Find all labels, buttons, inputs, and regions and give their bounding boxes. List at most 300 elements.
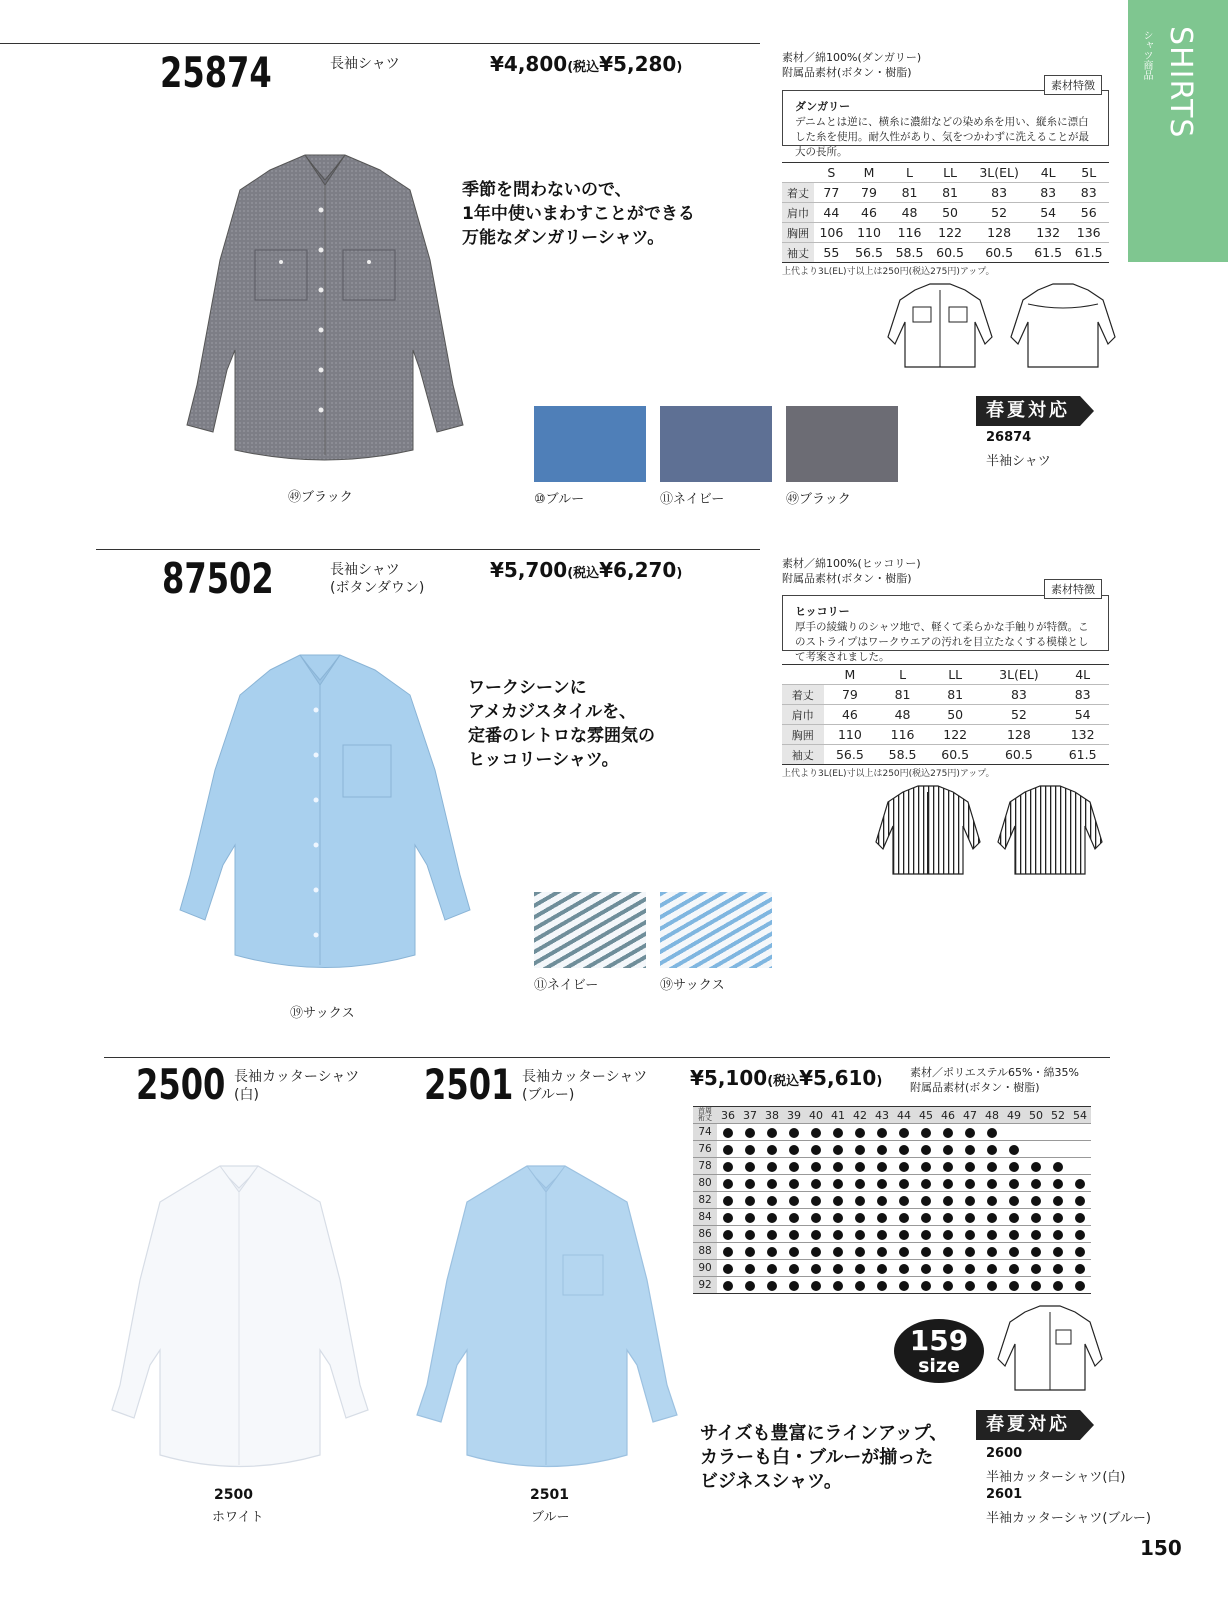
available-dot [789, 1145, 799, 1155]
available-dot [855, 1179, 865, 1189]
available-dot [943, 1230, 953, 1240]
availability-cell [761, 1124, 783, 1141]
material-feature-tag: 素材特徴 [1044, 75, 1102, 95]
available-dot [987, 1230, 997, 1240]
availability-cell [739, 1192, 761, 1209]
size-row [782, 243, 1109, 263]
available-dot [855, 1162, 865, 1172]
available-dot [921, 1145, 931, 1155]
spring-summer-badge: 春夏対応 [976, 396, 1080, 426]
section-divider [0, 43, 760, 44]
size-note: 上代より3L(EL)寸以上は250円(税込275円)アップ。 [782, 769, 995, 779]
available-dot [767, 1179, 777, 1189]
availability-cell [937, 1158, 959, 1175]
size-cell: 79 [849, 183, 890, 203]
availability-cell [761, 1226, 783, 1243]
available-dot [855, 1264, 865, 1274]
available-dot [1075, 1179, 1085, 1189]
available-dot [723, 1264, 733, 1274]
availability-cell [849, 1209, 871, 1226]
size-cell: 54 [1056, 705, 1109, 725]
neck-size-header: 40 [805, 1107, 827, 1124]
size-header-cell: LL [930, 163, 971, 183]
available-dot [723, 1128, 733, 1138]
size-cell: 116 [889, 223, 930, 243]
product-name: 長袖カッターシャツ (白) [234, 1069, 360, 1103]
availability-cell [893, 1192, 915, 1209]
availability-cell [915, 1124, 937, 1141]
availability-cell [937, 1141, 959, 1158]
size-cell: 81 [929, 685, 982, 705]
availability-cell [1003, 1209, 1025, 1226]
availability-cell [849, 1226, 871, 1243]
size-header-cell: M [824, 665, 877, 685]
available-dot [921, 1213, 931, 1223]
size-cell: 106 [814, 223, 849, 243]
size-cell: 83 [970, 183, 1028, 203]
size-table [782, 162, 1109, 263]
availability-cell [761, 1192, 783, 1209]
available-dot [1031, 1179, 1041, 1189]
page-number: 150 [1140, 1536, 1182, 1560]
availability-cell [783, 1277, 805, 1294]
available-dot [767, 1230, 777, 1240]
availability-cell [761, 1175, 783, 1192]
availability-cell [959, 1226, 981, 1243]
availability-cell [783, 1175, 805, 1192]
availability-cell [849, 1243, 871, 1260]
availability-cell [981, 1124, 1003, 1141]
availability-cell [959, 1192, 981, 1209]
available-dot [1053, 1213, 1063, 1223]
availability-cell [739, 1141, 761, 1158]
size-row [782, 665, 1109, 685]
availability-cell [871, 1175, 893, 1192]
fabric-swatch [660, 892, 772, 968]
available-dot [789, 1196, 799, 1206]
available-dot [745, 1128, 755, 1138]
fabric-swatch [660, 406, 772, 482]
neck-size-header: 39 [783, 1107, 805, 1124]
available-dot [855, 1281, 865, 1291]
available-dot [767, 1145, 777, 1155]
fabric-swatch [786, 406, 898, 482]
sleeve-row [693, 1260, 1091, 1277]
catch-copy: サイズも豊富にラインアップ、 カラーも白・ブルーが揃った ビジネスシャツ。 [700, 1423, 948, 1492]
neck-size-header: 54 [1069, 1107, 1091, 1124]
availability-cell [849, 1260, 871, 1277]
size-cell: 46 [849, 203, 890, 223]
size-cell: 60.5 [970, 243, 1028, 263]
available-dot [1075, 1281, 1085, 1291]
availability-cell [783, 1158, 805, 1175]
available-dot [745, 1213, 755, 1223]
front-sketch [990, 1304, 1110, 1394]
available-dot [965, 1230, 975, 1240]
size-cell: 60.5 [929, 745, 982, 765]
available-dot [723, 1213, 733, 1223]
section-divider [96, 549, 760, 550]
color-code: 2500 [214, 1487, 253, 1503]
availability-cell [1003, 1260, 1025, 1277]
available-dot [943, 1247, 953, 1257]
availability-cell [805, 1260, 827, 1277]
availability-cell [783, 1260, 805, 1277]
availability-cell [871, 1192, 893, 1209]
product-code: 25874 [160, 48, 272, 97]
availability-cell [783, 1192, 805, 1209]
available-dot [1031, 1281, 1041, 1291]
available-dot [833, 1247, 843, 1257]
size-row [782, 685, 1109, 705]
size-row [782, 745, 1109, 765]
availability-cell [915, 1260, 937, 1277]
size-cell: 48 [889, 203, 930, 223]
availability-cell [827, 1175, 849, 1192]
available-dot [723, 1281, 733, 1291]
available-dot [877, 1264, 887, 1274]
available-dot [789, 1213, 799, 1223]
available-dot [921, 1230, 931, 1240]
available-dot [723, 1162, 733, 1172]
available-dot [1031, 1247, 1041, 1257]
color-name: ホワイト [212, 1510, 264, 1525]
product-name: 長袖シャツ (ボタンダウン) [330, 562, 425, 596]
availability-cell [1003, 1158, 1025, 1175]
availability-cell [915, 1175, 937, 1192]
available-dot [767, 1196, 777, 1206]
available-dot [899, 1196, 909, 1206]
neck-size-header: 48 [981, 1107, 1003, 1124]
catch-copy: ワークシーンに アメカジスタイルを、 定番のレトロな雰囲気の ヒッコリーシャツ。 [468, 678, 655, 770]
availability-cell [761, 1260, 783, 1277]
availability-cell [827, 1260, 849, 1277]
available-dot [855, 1196, 865, 1206]
availability-cell [805, 1192, 827, 1209]
neck-size-header: 37 [739, 1107, 761, 1124]
availability-cell [1047, 1209, 1069, 1226]
available-dot [833, 1145, 843, 1155]
back-sketch-striped [990, 784, 1110, 880]
size-cell: 52 [982, 705, 1057, 725]
available-dot [811, 1196, 821, 1206]
availability-cell [717, 1175, 739, 1192]
available-dot [1075, 1247, 1085, 1257]
sleeve-length-label: 92 [693, 1277, 717, 1294]
neck-size-header: 45 [915, 1107, 937, 1124]
available-dot [767, 1128, 777, 1138]
available-dot [855, 1247, 865, 1257]
spring-summer-badge: 春夏対応 [976, 1410, 1080, 1440]
size-cell: 肩巾 [782, 203, 814, 223]
availability-cell [1069, 1260, 1091, 1277]
availability-cell [1025, 1277, 1047, 1294]
product-price: ¥5,100(税込¥5,610) [690, 1066, 883, 1090]
availability-cell [849, 1141, 871, 1158]
availability-cell [849, 1192, 871, 1209]
availability-cell [1003, 1243, 1025, 1260]
sleeve-row [693, 1158, 1091, 1175]
available-dot [1009, 1162, 1019, 1172]
section-divider [104, 1057, 1110, 1058]
availability-cell [827, 1277, 849, 1294]
availability-cell [915, 1243, 937, 1260]
available-dot [1031, 1162, 1041, 1172]
availability-cell [893, 1243, 915, 1260]
available-dot [877, 1281, 887, 1291]
availability-cell [893, 1158, 915, 1175]
grid-corner-bottom: 裄丈 [698, 1114, 712, 1122]
size-cell: 60.5 [930, 243, 971, 263]
availability-cell [1047, 1243, 1069, 1260]
availability-cell [827, 1226, 849, 1243]
size-header-cell: LL [929, 665, 982, 685]
size-cell: 48 [876, 705, 929, 725]
size-cell: 128 [982, 725, 1057, 745]
available-dot [921, 1179, 931, 1189]
available-dot [1075, 1264, 1085, 1274]
availability-cell [1025, 1226, 1047, 1243]
availability-cell [871, 1158, 893, 1175]
availability-cell [893, 1175, 915, 1192]
sleeve-length-label: 84 [693, 1209, 717, 1226]
swatch-label: ㊾ブラック [786, 492, 851, 507]
available-dot [745, 1230, 755, 1240]
spring-summer-code: 26874 [986, 430, 1032, 445]
available-dot [877, 1145, 887, 1155]
material-feature-box: ダンガリー デニムとは逆に、横糸に濃紺などの染め糸を用い、縦糸に漂白した糸を使用。耐久性があり、気をつかわずに洗えることが最大の長所。 [782, 90, 1109, 146]
sleeve-row [693, 1124, 1091, 1141]
size-header-cell: M [849, 163, 890, 183]
availability-cell [827, 1192, 849, 1209]
available-dot [899, 1247, 909, 1257]
availability-cell [805, 1158, 827, 1175]
available-dot [833, 1128, 843, 1138]
neck-size-header: 44 [893, 1107, 915, 1124]
available-dot [987, 1213, 997, 1223]
availability-cell [717, 1158, 739, 1175]
spring-summer-code: 2600 [986, 1446, 1023, 1461]
availability-cell [1047, 1277, 1069, 1294]
availability-cell [1025, 1192, 1047, 1209]
availability-cell [1047, 1260, 1069, 1277]
size-cell: 83 [1068, 183, 1109, 203]
size-header-cell: 5L [1068, 163, 1109, 183]
availability-cell [893, 1209, 915, 1226]
size-cell: 132 [1028, 223, 1069, 243]
spring-summer-name: 半袖カッターシャツ(白) [986, 1470, 1126, 1485]
size-header-cell: 3L(EL) [970, 163, 1028, 183]
available-dot [833, 1196, 843, 1206]
available-dot [943, 1196, 953, 1206]
sleeve-row [693, 1243, 1091, 1260]
availability-cell [1025, 1260, 1047, 1277]
availability-cell [959, 1209, 981, 1226]
fabric-swatch [534, 892, 646, 968]
available-dot [965, 1247, 975, 1257]
available-dot [899, 1281, 909, 1291]
available-dot [723, 1196, 733, 1206]
available-dot [965, 1162, 975, 1172]
available-dot [767, 1281, 777, 1291]
availability-cell [959, 1175, 981, 1192]
availability-cell [1047, 1158, 1069, 1175]
availability-cell [849, 1277, 871, 1294]
size-cell: 55 [814, 243, 849, 263]
availability-cell [805, 1175, 827, 1192]
availability-cell [849, 1175, 871, 1192]
availability-cell [1025, 1175, 1047, 1192]
sleeve-length-label: 78 [693, 1158, 717, 1175]
availability-cell [915, 1141, 937, 1158]
availability-cell [871, 1124, 893, 1141]
grid-corner [693, 1107, 717, 1124]
size-cell: 83 [1056, 685, 1109, 705]
availability-cell [981, 1243, 1003, 1260]
availability-cell [761, 1141, 783, 1158]
availability-cell [717, 1226, 739, 1243]
availability-cell [893, 1260, 915, 1277]
available-dot [943, 1128, 953, 1138]
sleeve-length-label: 74 [693, 1124, 717, 1141]
material: 素材／綿100%(ダンガリー) 附属品素材(ボタン・樹脂) [782, 51, 922, 79]
product-name: 長袖シャツ [330, 56, 400, 72]
availability-cell [1003, 1192, 1025, 1209]
availability-cell [937, 1277, 959, 1294]
available-dot [987, 1179, 997, 1189]
available-dot [745, 1179, 755, 1189]
availability-cell [805, 1243, 827, 1260]
availability-cell [717, 1141, 739, 1158]
material: 素材／ポリエステル65%・綿35% 附属品素材(ボタン・樹脂) [910, 1066, 1079, 1094]
size-cell: 77 [814, 183, 849, 203]
availability-cell [783, 1124, 805, 1141]
availability-cell [827, 1141, 849, 1158]
size-cell: 60.5 [982, 745, 1057, 765]
availability-cell [1025, 1158, 1047, 1175]
availability-cell [1047, 1124, 1069, 1141]
size-cell: 着丈 [782, 183, 814, 203]
available-dot [943, 1281, 953, 1291]
size-row [782, 705, 1109, 725]
available-dot [789, 1162, 799, 1172]
neck-size-header: 49 [1003, 1107, 1025, 1124]
product-code: 87502 [162, 554, 274, 603]
spring-summer-name: 半袖カッターシャツ(ブルー) [986, 1511, 1151, 1526]
availability-cell [805, 1141, 827, 1158]
available-dot [789, 1128, 799, 1138]
available-dot [745, 1196, 755, 1206]
availability-cell [739, 1158, 761, 1175]
available-dot [899, 1230, 909, 1240]
available-dot [833, 1264, 843, 1274]
size-cell: 110 [849, 223, 890, 243]
back-sketch [1003, 282, 1123, 372]
size-cell: 122 [930, 223, 971, 243]
available-dot [987, 1264, 997, 1274]
availability-cell [959, 1141, 981, 1158]
neck-size-header: 43 [871, 1107, 893, 1124]
material-feature-tag: 素材特徴 [1044, 579, 1102, 599]
size-cell: 胸囲 [782, 725, 824, 745]
available-dot [789, 1281, 799, 1291]
sleeve-row [693, 1175, 1091, 1192]
front-sketch-striped [868, 784, 988, 880]
shirt-photo-gray [175, 150, 475, 485]
size-cell: 袖丈 [782, 243, 814, 263]
availability-cell [871, 1209, 893, 1226]
available-dot [767, 1162, 777, 1172]
availability-cell [805, 1209, 827, 1226]
swatch-label: ⑲サックス [660, 978, 725, 993]
availability-cell [717, 1277, 739, 1294]
neck-size-header: 38 [761, 1107, 783, 1124]
availability-cell [1069, 1158, 1091, 1175]
available-dot [943, 1179, 953, 1189]
available-dot [965, 1213, 975, 1223]
available-dot [1075, 1230, 1085, 1240]
available-dot [899, 1145, 909, 1155]
availability-cell [915, 1192, 937, 1209]
available-dot [899, 1128, 909, 1138]
availability-cell [1069, 1175, 1091, 1192]
sleeve-length-label: 76 [693, 1141, 717, 1158]
availability-cell [827, 1124, 849, 1141]
available-dot [855, 1128, 865, 1138]
available-dot [965, 1264, 975, 1274]
available-dot [745, 1281, 755, 1291]
availability-cell [1069, 1124, 1091, 1141]
swatch-label: ⑪ネイビー [534, 978, 599, 993]
available-dot [987, 1128, 997, 1138]
available-dot [767, 1264, 777, 1274]
availability-cell [805, 1226, 827, 1243]
available-dot [921, 1281, 931, 1291]
available-dot [811, 1247, 821, 1257]
availability-cell [1003, 1226, 1025, 1243]
available-dot [811, 1230, 821, 1240]
available-dot [899, 1179, 909, 1189]
availability-cell [827, 1243, 849, 1260]
available-dot [1009, 1264, 1019, 1274]
available-dot [877, 1128, 887, 1138]
size-cell: 50 [929, 705, 982, 725]
product-code: 2500 [136, 1060, 226, 1109]
size-cell: 81 [930, 183, 971, 203]
available-dot [811, 1281, 821, 1291]
availability-cell [1025, 1124, 1047, 1141]
available-dot [833, 1230, 843, 1240]
neck-size-header: 46 [937, 1107, 959, 1124]
availability-cell [871, 1226, 893, 1243]
shirt-photo-sax [165, 650, 485, 990]
availability-cell [959, 1243, 981, 1260]
availability-cell [959, 1124, 981, 1141]
material-feature-box: ヒッコリー 厚手の綾織りのシャツ地で、軽くて柔らかな手触りが特徴。このストライプはワークウエアの汚れを目立たなくする模様として考案されました。 [782, 595, 1109, 651]
size-header-cell: 4L [1028, 163, 1069, 183]
size-cell: 50 [930, 203, 971, 223]
front-sketch [880, 282, 1000, 372]
availability-cell [981, 1209, 1003, 1226]
availability-cell [871, 1243, 893, 1260]
available-dot [965, 1128, 975, 1138]
size-cell: 61.5 [1068, 243, 1109, 263]
size-cell: 116 [876, 725, 929, 745]
availability-cell [871, 1260, 893, 1277]
available-dot [965, 1145, 975, 1155]
availability-cell [959, 1277, 981, 1294]
availability-cell [937, 1124, 959, 1141]
